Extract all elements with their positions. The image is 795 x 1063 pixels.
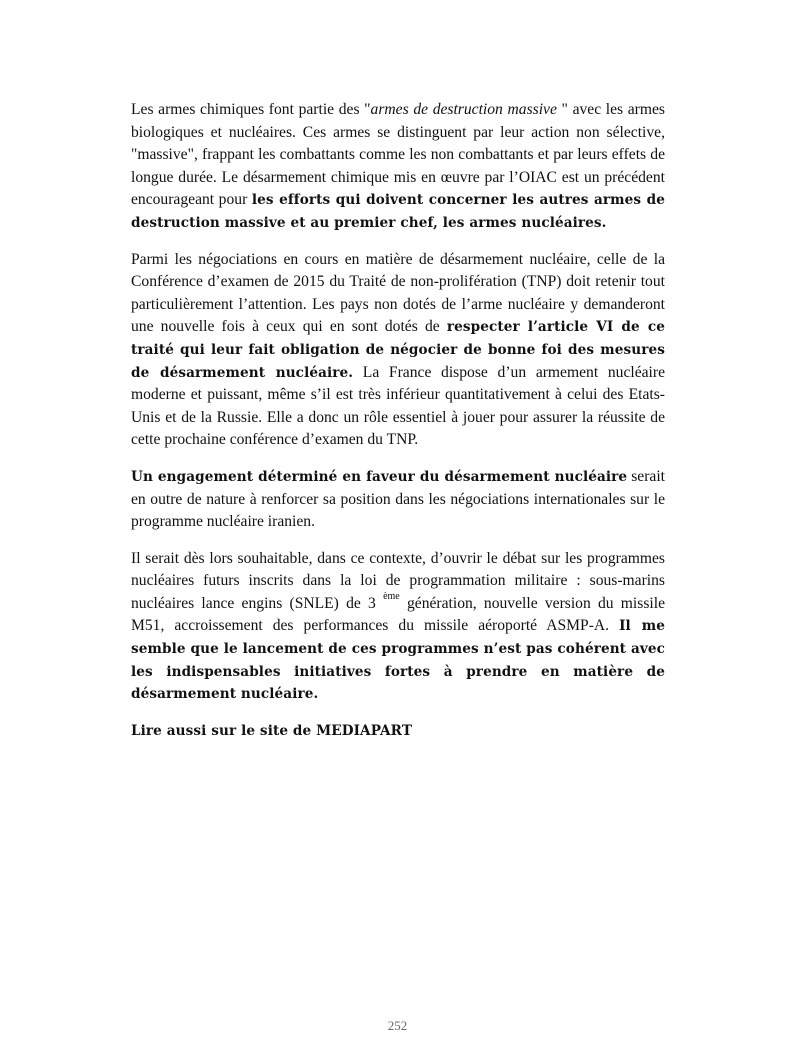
bold-text: les efforts qui doivent concerner les autres armes de destruction massive et au premier chef, les armes nucléaires. bbox=[131, 192, 665, 231]
text: Il serait dès lors souhaitable, dans ce contexte, d’ouvrir le débat sur les programmes nucléaires futurs inscrits dans la loi de programmation militaire : sous-marins nucléaires lance engins (SNLE) de 3 bbox=[131, 549, 665, 612]
bold-text: Il me semble que le lancement de ces programmes n’est pas cohérent avec les indispensables initiatives fortes à prendre en matière de désarmement nucléaire. bbox=[131, 618, 666, 703]
paragraph bbox=[131, 548, 665, 706]
paragraph bbox=[131, 99, 665, 235]
bold-text: respecter l’article VI de ce traité qui leur fait obligation de négocier de bonne foi des mesures de désarmement nucléaire. bbox=[131, 319, 665, 381]
bold-text: Un engagement déterminé en faveur du désarmement nucléaire bbox=[131, 468, 628, 485]
text: " avec les armes biologiques et nucléaires. Ces armes se distinguent par leur action non sélective, "massive", frappant les combattants comme les non combattants et par leurs effets de longue durée. Le désarmement chimique mis en œuvre par l’OIAC est un précédent encourageant pour bbox=[131, 101, 665, 209]
document-body bbox=[131, 99, 665, 756]
bold-text: Lire aussi sur le site de MEDIAPART bbox=[131, 722, 413, 739]
text: Parmi les négociations en cours en matière de désarmement nucléaire, celle de la Conférence d’examen de 2015 du Traité de non-prolifération (TNP) doit retenir tout particulièrement l’attention. Les pays non dotés de l’arme nucléaire y demanderont une nouvelle fois à ceux qui en sont dotés de bbox=[131, 250, 665, 336]
italic-text: armes de destruction massive bbox=[370, 101, 557, 118]
superscript: ème bbox=[383, 590, 400, 602]
text: serait en outre de nature à renforcer sa position dans les négociations internationales sur le programme nucléaire iranien. bbox=[131, 467, 666, 531]
text: La France dispose d’un armement nucléaire moderne et puissant, même s’il est très inférieur quantitativement à celui des Etats-Unis et de la Russie. Elle a donc un rôle essentiel à jouer pour assurer la réussite de cette prochaine conférence d’examen du TNP. bbox=[131, 363, 665, 449]
text: Les armes chimiques font partie des " bbox=[131, 101, 371, 118]
paragraph bbox=[131, 249, 665, 452]
page-number: 252 bbox=[387, 1018, 408, 1033]
text: génération, nouvelle version du missile M51, accroissement des performances du missile aéroporté ASMP-A. bbox=[131, 594, 665, 635]
paragraph[interactable] bbox=[131, 720, 665, 743]
paragraph bbox=[131, 466, 665, 534]
